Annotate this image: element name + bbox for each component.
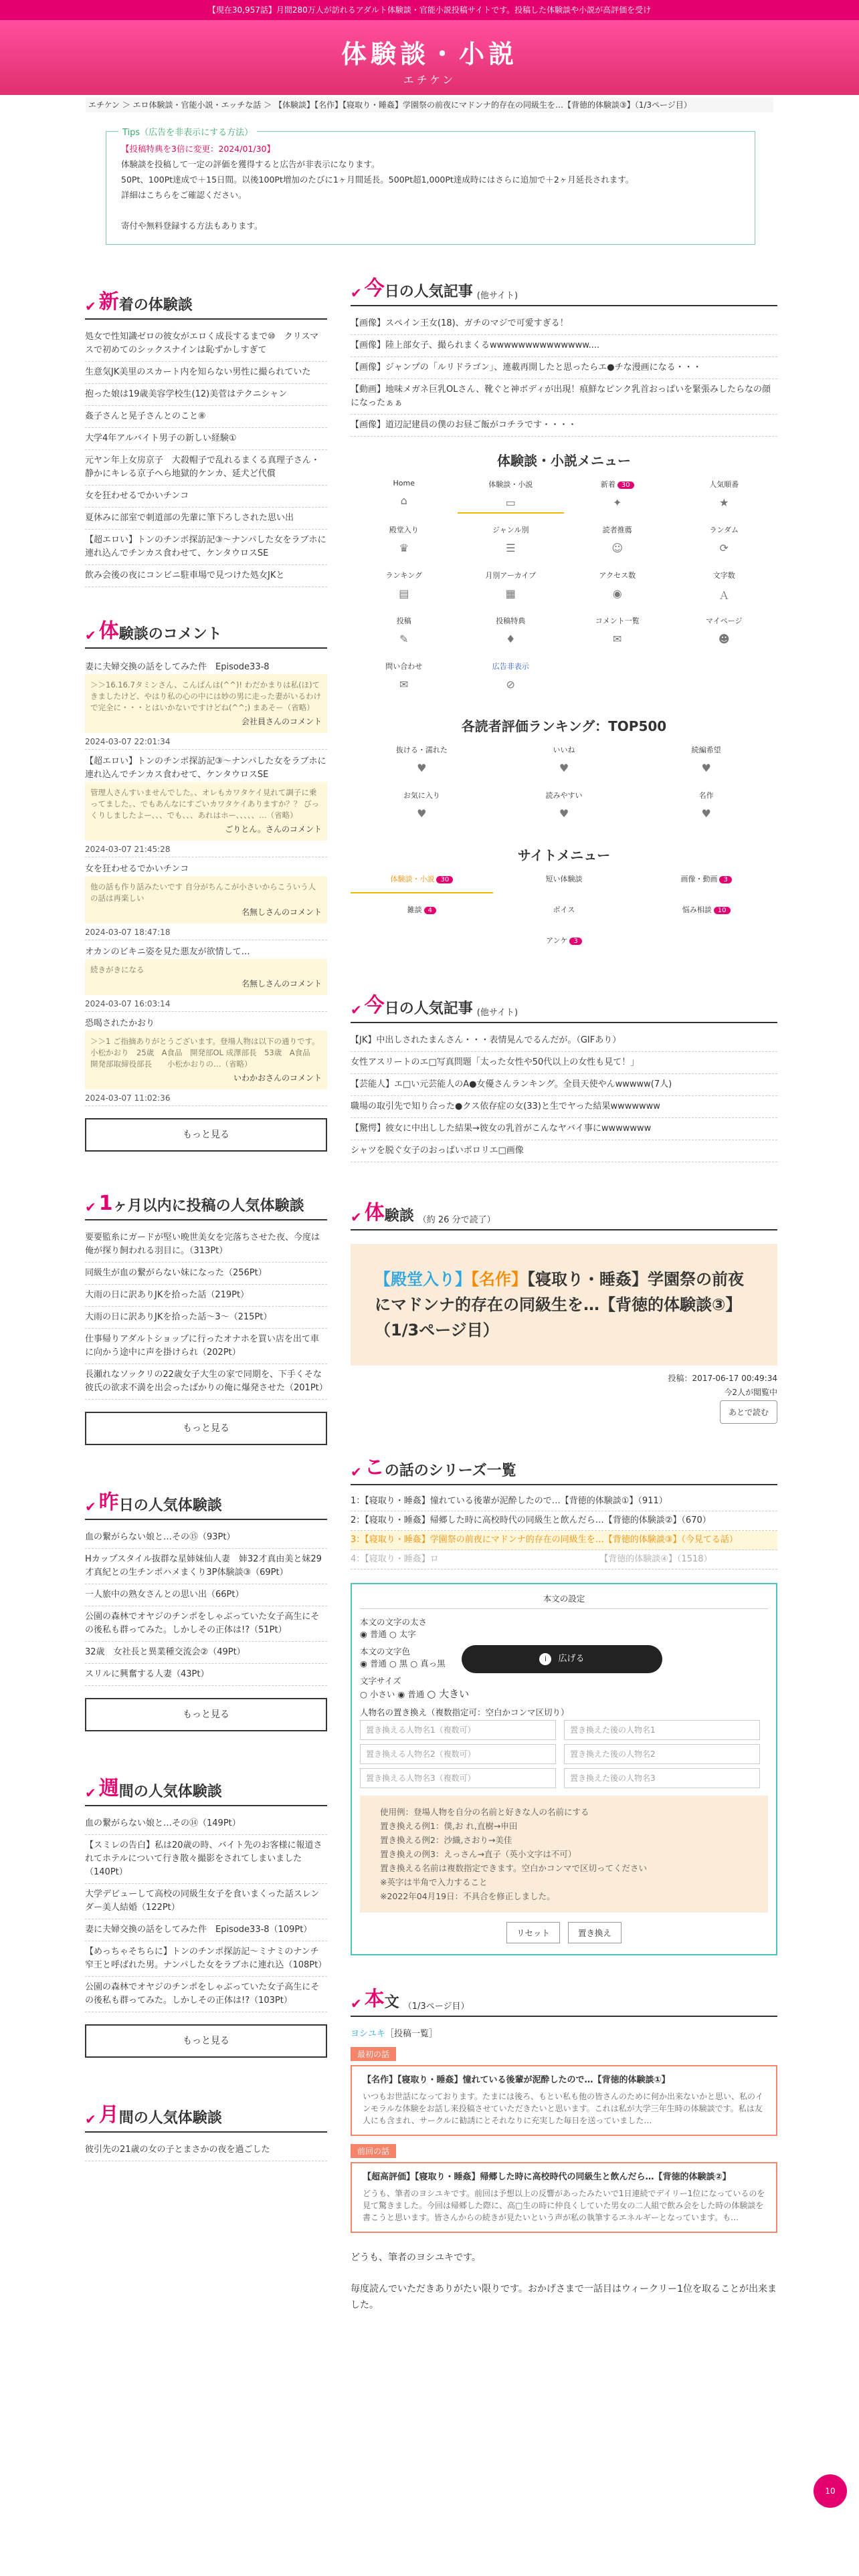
eval-icon: ♥ [701, 762, 711, 774]
menu-label: Home [393, 479, 415, 488]
section-heading: ✔ 1 ヶ月以内に投稿の人気体験談 [85, 1192, 327, 1220]
prev-story-tag: 前回の話 [351, 2144, 396, 2158]
more-button[interactable]: もっと見る [85, 1412, 327, 1445]
comment-date: 2024-03-07 11:02:36 [85, 1089, 327, 1106]
comment-date: 2024-03-07 21:45:28 [85, 841, 327, 857]
eval-item[interactable] [635, 790, 777, 825]
ranking-link[interactable]: Hカップスタイル抜群な星姉妹仙人妻 姉32才真由美と妹29才真紀との生チンポハメまくり3P体験談③（69Pt） [85, 1549, 327, 1584]
check-icon: ✔ [85, 1199, 96, 1215]
comment-box [85, 1031, 327, 1089]
series-item[interactable]: 4：【寝取り・睡姦】ロ 【背徳的体験談④】（1518） [351, 1550, 777, 1570]
sitemenu-label: 短い体験談 [545, 875, 583, 883]
name-input[interactable]: 置き換えた後の人物名1 [564, 1720, 760, 1740]
sitemenu-item[interactable] [351, 873, 493, 893]
sitemenu-badge: 10 [714, 907, 731, 914]
section-heading: ✔ 月 間の人気体験談 [85, 2098, 327, 2133]
external-article-link[interactable]: 職場の取引先で知り合った●クス依存症の女(33)と生でヤった結果wwwwwww [351, 1096, 777, 1118]
eval-item[interactable] [351, 744, 493, 779]
ranking-link[interactable]: 【スミレの告白】私は20歳の時、バイト先のお客様に報道されてホテルについて行き散々撮影をされてしまいました（140Pt） [85, 1835, 327, 1884]
menu-label: 殿堂入り [389, 526, 419, 534]
comment-box [85, 782, 327, 841]
menu-item[interactable] [458, 615, 565, 650]
expand-toast[interactable]: i 広げる [462, 1645, 662, 1673]
section-heading: ✔ 体 験談 （約 26 分で読了） [351, 1196, 777, 1230]
check-icon: ✔ [351, 1464, 362, 1480]
breadcrumb[interactable]: エチケン ＞ エロ体験談・官能小説・エッチな話 ＞ 【体験談】【名作】【寝取り・睡姦】学園祭の前夜にマドンナ的存在の同級生を…【背徳的体験談③】（1/3ページ目） [86, 98, 773, 112]
menu-title: 体験談・小説メニュー [497, 453, 631, 469]
ranking-link[interactable]: 公園の森林でオヤジのチンポをしゃぶっていた女子高生にその後私も群ってみた。しかしその正体は!?（103Pt） [85, 1977, 327, 2012]
tips-box [106, 128, 755, 245]
section-heading: ✔ 週 間の人気体験談 [85, 1772, 327, 1806]
first-story-tag: 最初の話 [351, 2047, 396, 2061]
author-posts-link[interactable]: ［投稿一覧］ [385, 2029, 438, 2039]
info-icon: i [539, 1653, 551, 1665]
comment-body: ＞＞1 ご指摘ありがとうございます。登場人物は以下の通りです。小松かおり 25歳 A食品 開発部OL 成澤部長 53歳 A食品 開発部取締役部長 小松かおりの…（省略） [90, 1037, 320, 1069]
note-line: ※英字は半角で入力すること [380, 1877, 488, 1887]
menu-icon: ★ [719, 496, 729, 509]
menu-icon: ⟳ [719, 542, 729, 554]
radio-color-black[interactable]: ○ 黒 [389, 1658, 408, 1669]
menu-icon: ⊘ [506, 678, 515, 691]
name-input[interactable]: 置き換えた後の人物名3 [564, 1768, 760, 1788]
menu-label: 体験談・小説 [488, 480, 533, 489]
menu-item[interactable] [458, 661, 565, 695]
menu-item[interactable] [351, 570, 458, 605]
section-heading: ✔ 体 験談のコメント [85, 614, 327, 649]
sitemenu-label: 悩み相談 [682, 905, 712, 914]
text-settings: 本文の設定 本文の文字の太さ ◉ 普通 ○ 太字 本文の文字色 ◉ 普通 ○ 黒 ○ 真っ黒 文字サイズ ○ 小さい ◉ 普通 ○ 大きい 人物名の置き換え（複数指定可：空白かコンマ区切り） 置き換える人物名1（複数可） 置き換えた後の人物名1置き換える人物名2（複数可） 置き換えた後の人物名2置き換える人物名3（複数可） 置き換えた後の人物名3 使用例：登場人物を自分の名前と好きな人の名前にする 置き換える例1：僕,お れ,直樹→申田 置き換える例2：沙織,さおり→美佳 置き換えの例3：えっさん→直子（英小文字は不可） 置き換える名前は複数指定できます。空白かコンマで区切ってください ※英字は半角で入力すること ※2022年04月19日：不具合を修正しました。 リセット 置き換え [351, 1583, 777, 1955]
sitemenu-item[interactable] [493, 935, 636, 955]
menu-icon: ◉ [612, 587, 622, 600]
ranking-link[interactable]: 32歳 女社長と異業種交流会②（49Pt） [85, 1642, 327, 1664]
ranking-link[interactable]: 要要監糸にガードが堅い晩世美女を完落ちさせた夜、今度は俺が探り飼われる羽目に。（313Pt） [85, 1227, 327, 1263]
menu-item[interactable] [458, 570, 565, 605]
note-line: 使用例：登場人物を自分の名前と好きな人の名前にする [380, 1807, 589, 1817]
ranking-link[interactable]: 大雨の日に訳ありJKを拾った話〜3〜（215Pt） [85, 1307, 327, 1329]
comment-date: 2024-03-07 22:01:34 [85, 733, 327, 750]
eval-title: 各読者評価ランキング：TOP500 [461, 718, 667, 734]
ranking-link[interactable]: 彼引先の21歳の女の子とまさかの夜を過ごした [85, 2139, 327, 2161]
comment-author: 会社員さんのコメント [241, 717, 322, 726]
eval-icon: ♥ [701, 807, 711, 820]
sitemenu-badge: 4 [424, 907, 436, 914]
sitemenu-badge: 3 [719, 876, 731, 883]
section-heading: ✔ 新 着の体験談 [85, 285, 327, 320]
viewer-count: 今2人が閲覧中 [724, 1388, 777, 1397]
note-line: ※2022年04月19日：不具合を修正しました。 [380, 1891, 555, 1901]
eval-label: お気に入り [403, 791, 440, 800]
site-header[interactable] [0, 20, 859, 95]
comment-story-link[interactable]: 妻に夫婦交換の話をしてみた件 Episode33-8 [85, 662, 270, 672]
sitemenu-item[interactable] [493, 904, 636, 924]
comment-box [85, 959, 327, 995]
eval-label: 読みやすい [545, 791, 583, 800]
new-story-link[interactable]: 【超エロい】トンのチンポ探訪記③〜ナンパした女をラブホに連れ込んでチンカス食わせて、ケンタウロスSE [85, 530, 327, 565]
check-icon: ✔ [351, 1002, 362, 1018]
usage-notes [360, 1796, 768, 1913]
tips-line: 【投稿特典を3倍に変更：2024/01/30】 [121, 144, 275, 154]
sitemenu-badge: 3 [569, 938, 581, 945]
menu-label: 文字数 [712, 571, 735, 580]
menu-item[interactable] [564, 479, 671, 514]
comment-body: 続きがきになる [90, 965, 145, 974]
menu-icon: ▤ [399, 587, 409, 600]
menu-item[interactable] [564, 570, 671, 605]
author-link[interactable]: ヨシユキ [351, 2029, 386, 2039]
new-story-link[interactable]: 姦子さんと晃子さんとのこと⑧ [85, 406, 327, 428]
note-line: 置き換える例2：沙織,さおり→美佳 [380, 1835, 512, 1845]
name-input[interactable]: 置き換える人物名1（複数可） [360, 1720, 556, 1740]
eval-label: 名作 [698, 791, 714, 800]
comment-body: ＞＞16.16.7タミンさん、こんばんは(^^)! わだかまりは私(ほ)てきましたけど、やはり私の心の中には妙の男に走った妻がいるわけで完全に・・・とはいかないですけどね(^^;) まあそー（省略） [90, 680, 321, 712]
menu-icon: ☺ [611, 542, 624, 554]
tips-link[interactable]: 寄付や無料登録する方法もあります。 [121, 221, 263, 231]
eval-label: いいね [553, 746, 575, 754]
menu-icon: ⌂ [400, 494, 407, 507]
series-item[interactable]: 1：【寝取り・睡姦】憧れている後輩が泥酔したので…【背徳的体験談①】（911） [351, 1492, 777, 1511]
sitemenu-item[interactable] [635, 904, 777, 924]
site-subtitle: エチケン [403, 74, 456, 86]
sitemenu-title: サイトメニュー [517, 847, 611, 863]
more-button[interactable]: もっと見る [85, 2024, 327, 2058]
section-heading: ✔ こ の話のシリーズ一覧 [351, 1451, 777, 1485]
comment-author: いわかおさんのコメント [233, 1073, 322, 1083]
new-story-link[interactable]: 元ヤン年上女房京子 大殺帽子で乱れるまくる真理子さん・静かにキレる京子へら地獄的ケンカ、延犬ど代償 [85, 450, 327, 486]
menu-label: ジャンル別 [492, 526, 529, 534]
menu-icon: ✉ [399, 678, 409, 691]
series-item[interactable]: 2：【寝取り・睡姦】帰郷した時に高校時代の同級生と飲んだら…【背徳的体験談②】（670） [351, 1511, 777, 1531]
external-article-link[interactable]: 【画像】ジャンプの「ルリドラゴン」、連載再開したと思ったらエ●チな漫画になる・・・ [351, 357, 777, 379]
check-icon: ✔ [85, 627, 96, 643]
check-icon: ✔ [351, 1996, 362, 2012]
menu-label: 読者推薦 [602, 526, 632, 534]
check-icon: ✔ [85, 2111, 96, 2127]
external-article-link[interactable]: 【芸能人】エ□い元芸能人のA●女優さんランキング。全員天使やんwwwww(7人) [351, 1074, 777, 1096]
sitemenu-label: 雑談 [407, 905, 422, 914]
menu-label: ランキング [385, 571, 423, 580]
chat-button[interactable]: 10 [814, 2474, 847, 2508]
ranking-link[interactable]: スリルに興奮する人妻（43Pt） [85, 1664, 327, 1686]
external-article-link[interactable]: 【JK】中出しされたまんさん・・・表情晃んでるんだが。（GIFあり） [351, 1030, 777, 1052]
note-line: 置き換える名前は複数指定できます。空白かコンマで区切ってください [380, 1863, 648, 1873]
menu-icon: ✉ [613, 633, 622, 645]
external-article-link[interactable]: 【動画】地味メガネ巨乳OLさん、靴ぐと神ボディが出現！痕鮮なピンク乳首おっぱいを緊張みしたらなの顔になったぁぁ [351, 379, 777, 415]
menu-label: コメント一覧 [595, 617, 640, 625]
name-input[interactable]: 置き換えた後の人物名2 [564, 1744, 760, 1764]
tips-line: 体験談を投稿して一定の評価を獲得すると広告が非表示になります。 [121, 159, 380, 169]
external-article-link[interactable]: 【驚愕】彼女に中出しした結果→彼女の乳首がこんなヤバイ事にwwwwwww [351, 1118, 777, 1140]
radio-large[interactable]: ○ 大きい [427, 1688, 470, 1700]
menu-label: 投稿 [396, 617, 411, 625]
section-heading: ✔ 今 日の人気記事 (他サイト) [351, 988, 777, 1023]
eval-icon: ♥ [417, 762, 427, 774]
menu-label: マイページ [705, 617, 743, 625]
post-date: 投稿：2017-06-17 00:49:34 [668, 1374, 777, 1383]
menu-icon: ✦ [613, 496, 622, 509]
menu-item[interactable] [671, 524, 778, 559]
menu-item[interactable] [564, 524, 671, 559]
ranking-link[interactable]: 大学デビューして高校の同級生女子を食いまくった話スレンダー美人結婚（122Pt） [85, 1884, 327, 1919]
menu-icon: Ａ [719, 589, 730, 602]
menu-icon: ✎ [399, 633, 409, 645]
menu-icon: ☰ [506, 542, 516, 554]
new-story-link[interactable]: 抱った娘は19歳美容学校生(12)美菅はテクニシャン [85, 384, 327, 406]
ranking-link[interactable]: 血の繋がらない娘と…その⑮（93Pt） [85, 1527, 327, 1549]
section-heading: ✔ 昨 日の人気体験談 [85, 1485, 327, 1520]
sitemenu-badge: 30 [436, 876, 453, 883]
site-logo[interactable]: 体験談・小説 [341, 39, 518, 69]
external-article-link[interactable]: 【画像】陸上部女子、撮られまくるwwwwwwwwwwwwww.... [351, 335, 777, 357]
prev-story-card[interactable]: 【超高評価】【寝取り・睡姦】帰郷した時に高校時代の同級生と飲んだら…【背徳的体験談②】 どうも、筆者のヨシユキです。前回は予想以上の反響があったみたいで1日連続でデイリー1位になっているのを見て驚きました。今回は帰郷した際に、高□生の時に仲良くしていた男女の二人組で飲み会をした時の体験談を書こうと思います。皆さんからの続きが見たいという声が私の執筆するエネルギーとなっています。も… [351, 2162, 777, 2233]
sitemenu-item[interactable] [635, 873, 777, 893]
read-later-button[interactable]: あとで読む [720, 1400, 777, 1424]
comment-date: 2024-03-07 16:03:14 [85, 995, 327, 1012]
comment-story-link[interactable]: オカンのビキニ姿を見た悪友が欲情して… [85, 947, 250, 957]
ranking-link[interactable]: 血の繋がらない娘と…その⑭（149Pt） [85, 1813, 327, 1835]
ranking-link[interactable]: 一人旅中の熟女さんとの思い出（66Pt） [85, 1584, 327, 1606]
new-story-link[interactable]: 女を狂わせるでかいチンコ [85, 486, 327, 508]
sitemenu-label: ボイス [553, 905, 575, 914]
radio-color-darkblack[interactable]: ○ 真っ黒 [410, 1658, 446, 1669]
menu-icon: ♦ [506, 633, 516, 645]
section-heading: ✔ 今 日の人気記事 (他サイト) [351, 272, 777, 306]
eval-icon: ♥ [417, 807, 427, 820]
story-title: 【殿堂入り】【名作】【寝取り・睡姦】学園祭の前夜にマドンナ的存在の同級生を…【背徳的体験談③】（1/3ページ目） [351, 1244, 777, 1366]
more-button[interactable]: もっと見る [85, 1698, 327, 1731]
eval-item[interactable] [635, 744, 777, 779]
apply-button[interactable]: 置き換え [568, 1922, 622, 1943]
eval-icon: ♥ [559, 762, 569, 774]
menu-icon: ▭ [505, 496, 516, 509]
note-line: 置き換える例1：僕,お れ,直樹→申田 [380, 1821, 518, 1831]
menu-item[interactable] [458, 479, 565, 514]
new-story-link[interactable]: 飲み会後の夜にコンビニ駐車場で見つけた処女JKと [85, 565, 327, 587]
radio-normal[interactable]: ◉ 普通 [360, 1629, 387, 1639]
ranking-link[interactable]: 妻に夫婦交換の話をしてみた件 Episode33-8（109Pt） [85, 1919, 327, 1941]
menu-label: 月別アーカイブ [485, 571, 537, 580]
menu-item[interactable] [351, 479, 458, 514]
sitemenu-label: 体験談・小説 [390, 875, 435, 883]
menu-label: 新着 [600, 480, 615, 489]
body-text: どうも、筆者のヨシユキです。 [351, 2252, 481, 2263]
eval-item[interactable] [493, 744, 636, 779]
external-article-link[interactable]: 女性アスリートのエ□写真問題「太った女性や50代以上の女性も見て！」 [351, 1052, 777, 1074]
comment-date: 2024-03-07 18:47:18 [85, 924, 327, 940]
tips-line: 50Pt、100Pt達成で＋15日間。以後100Pt増加のたびに1ヶ月間延長。500Pt超1,000Pt達成時にはさらに追加で＋2ヶ月延長されます。 [121, 175, 634, 185]
series-item: 3：【寝取り・睡姦】学園祭の前夜にマドンナ的存在の同級生を…【背徳的体験談③】（今見てる話） [351, 1531, 777, 1550]
menu-label: ランダム [709, 526, 739, 534]
comment-author: 名無しさんのコメント [241, 979, 322, 988]
new-story-link[interactable]: 夏休みに部室で刺道部の先輩に筆下ろしされた思い出 [85, 508, 327, 530]
sitemenu-item[interactable] [351, 904, 493, 924]
eval-item[interactable] [493, 790, 636, 825]
ranking-link[interactable]: 長瀬れなソックリの22歳女子大生の家で同期を、下手くそな彼氏の欲求不満を出会ったばかりの俺に爆発させた（201Pt） [85, 1364, 327, 1400]
radio-small[interactable]: ○ 小さい [360, 1689, 395, 1699]
check-icon: ✔ [351, 1209, 362, 1225]
comment-body: 他の話も作り話みたいです 自分がちんこが小さいからこういう人の話は再楽しい [90, 882, 316, 903]
menu-item[interactable] [351, 615, 458, 650]
menu-label: アクセス数 [599, 571, 636, 580]
comment-author: ごりとん。さんのコメント [225, 825, 322, 834]
menu-item[interactable] [351, 661, 458, 695]
external-article-link[interactable]: 【画像】道辺記建員の僕のお昼ご飯がコチラです・・・・ [351, 415, 777, 437]
sitemenu-label: アンケ [546, 936, 568, 945]
menu-label: 広告非表示 [492, 662, 529, 671]
comment-box [85, 876, 327, 924]
new-story-link[interactable]: 処女で性知識ゼロの彼女がエロく成長するまで⑩ クリスマスで初めてのシックスナインは恥ずかしすぎて [85, 326, 327, 362]
body-text: 毎度読んでいただきありがたい限りです。おかげさまで一話目はウィークリー1位を取ることが出来ました。 [351, 2284, 777, 2311]
reset-button[interactable]: リセット [506, 1922, 560, 1943]
sitemenu-label: 画像・動画 [680, 875, 718, 883]
comment-story-link[interactable]: 女を狂わせるでかいチンコ [85, 864, 189, 874]
section-heading: ✔ 本 文 （1/3ページ目） [351, 1982, 777, 2017]
radio-bold[interactable]: ○ 太字 [389, 1629, 416, 1639]
tips-title: Tips（広告を非表示にする方法） [118, 125, 257, 140]
top-banner[interactable]: 【現在30,957話】月間280万人が訪れるアダルト体験談・官能小説投稿サイトです。投稿した体験談や小説が高評価を受け [0, 0, 859, 20]
ranking-link[interactable]: 大雨の日に訳ありJKを拾った話（219Pt） [85, 1285, 327, 1307]
tips-link[interactable]: 詳細はこちらをご確認ください。 [121, 190, 247, 200]
external-article-link[interactable]: 【画像】スペイン王女(18)、ガチのマジで可愛すぎる！ [351, 313, 777, 335]
eval-item[interactable] [351, 790, 493, 825]
menu-label: 投稿特典 [496, 617, 526, 625]
new-count-badge: 30 [617, 481, 634, 489]
menu-item[interactable] [671, 615, 778, 650]
comment-story-link[interactable]: 【超エロい】トンのチンポ探訪記③〜ナンパした女をラブホに連れ込んでチンカス食わせて、ケンタウロスSE [85, 756, 326, 780]
eval-label: 抜ける・濡れた [395, 746, 448, 754]
tips-spacer [121, 203, 740, 218]
comment-box [85, 674, 327, 733]
menu-item[interactable] [671, 479, 778, 514]
check-icon: ✔ [85, 1785, 96, 1801]
new-story-link[interactable]: 大学4年アルバイト男子の新しい経験① [85, 428, 327, 450]
first-story-card[interactable]: 【名作】【寝取り・睡姦】憧れている後輩が泥酔したので…【背徳的体験談①】 いつもお世話になっております。たまには後ろ、もとい私も他の皆さんのために何か出来ないかと思い、私のインモラルな体験をお話し来投稿させていただきたいと思います。これは私が大学三年生時の体験談です。私は友人にも含まれ、サークルに勧誘にとそれなりに充実した毎日を送っていました… [351, 2065, 777, 2136]
radio-medium[interactable]: ◉ 普通 [397, 1689, 425, 1699]
menu-icon: ▦ [505, 587, 516, 600]
sitemenu-item[interactable] [493, 873, 636, 893]
eval-label: 続編希望 [691, 746, 721, 754]
comment-story-link[interactable]: 恐喝されたかおり [85, 1018, 155, 1029]
eval-icon: ♥ [559, 807, 569, 820]
menu-item[interactable] [351, 524, 458, 559]
ranking-link[interactable]: 【めっちゃそちらに】トンのチンポ探訪記〜ミナミのナンチ窄王と呼ばれた男。ナンパした女をラブホに連れ込（108Pt） [85, 1941, 327, 1977]
more-button[interactable]: もっと見る [85, 1118, 327, 1152]
new-story-link[interactable]: 生意気JK美里のスカート内を知らない男性に撮られていた [85, 362, 327, 384]
menu-item[interactable] [671, 570, 778, 605]
ranking-link[interactable]: 同級生が血の繋がらない妹になった（256Pt） [85, 1263, 327, 1285]
check-icon: ✔ [85, 1499, 96, 1515]
radio-color-normal[interactable]: ◉ 普通 [360, 1658, 387, 1669]
menu-item[interactable] [458, 524, 565, 559]
external-article-link[interactable]: シャツを脱ぐ女子のおっぱいポロリエ□画像 [351, 1140, 777, 1162]
menu-icon: ☻ [718, 633, 730, 645]
check-icon: ✔ [85, 298, 96, 314]
menu-item[interactable] [564, 615, 671, 650]
menu-label: 問い合わせ [385, 662, 423, 671]
name-input[interactable]: 置き換える人物名3（複数可） [360, 1768, 556, 1788]
comment-author: 名無しさんのコメント [241, 907, 322, 917]
ranking-link[interactable]: 仕事帰りアダルトショップに行ったオナホを買い店を出て車に向かう途中に声を掛けられ（202Pt） [85, 1329, 327, 1364]
ranking-link[interactable]: 公園の森林でオヤジのチンポをしゃぶっていた女子高生にその後私も群ってみた。しかしその正体は!?（51Pt） [85, 1606, 327, 1642]
menu-label: 人気順番 [709, 480, 739, 489]
name-input[interactable]: 置き換える人物名2（複数可） [360, 1744, 556, 1764]
settings-title: 本文の設定 [360, 1592, 768, 1609]
check-icon: ✔ [351, 285, 362, 301]
menu-icon: ♛ [399, 542, 409, 554]
comment-body: 管理人さんすいませんでした。、オレもカワタケイ見れて調子に乗ってました。、でもあんなにすごいカワタケイありますか？？ びっくりしましたよー、、、でも、、、あれはホー、、、、、…（省略） [90, 788, 319, 820]
note-line: 置き換えの例3：えっさん→直子（英小文字は不可） [380, 1849, 577, 1859]
